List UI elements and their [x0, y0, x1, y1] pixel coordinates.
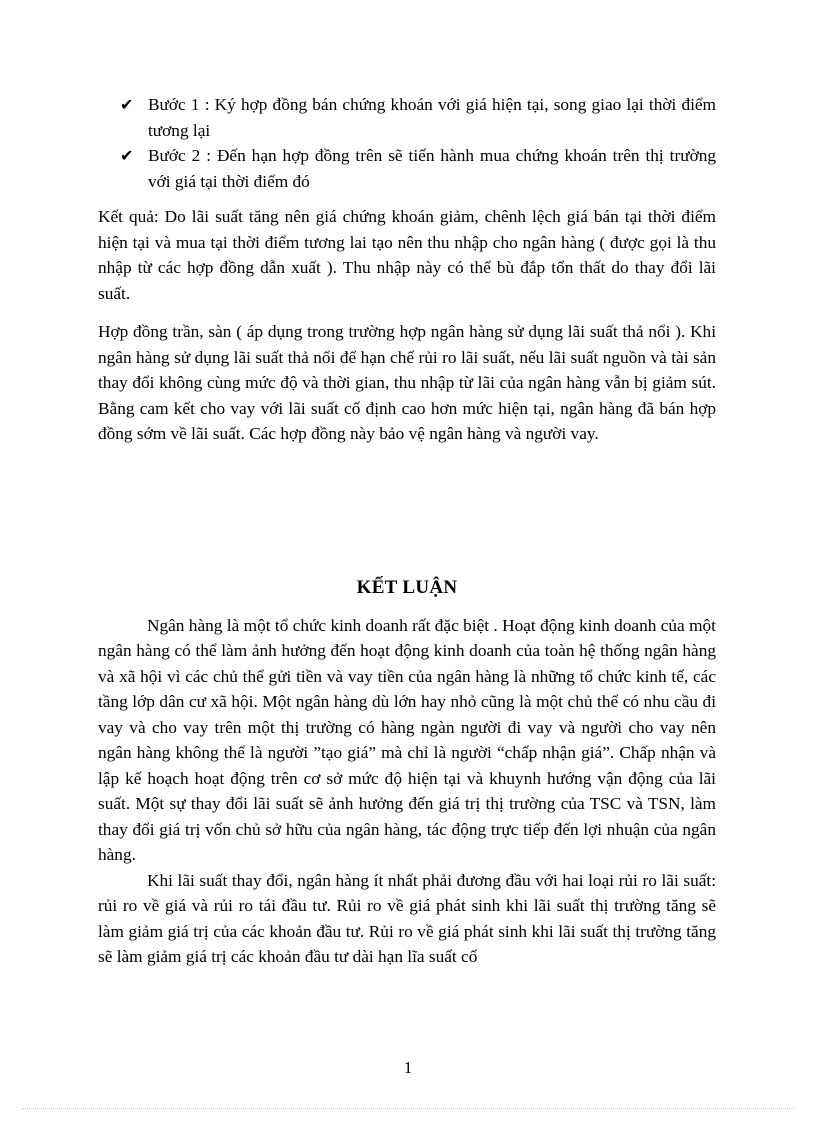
conclusion-paragraph-2: Khi lãi suất thay đổi, ngân hàng ít nhất phải đương đầu với hai loại rủi ro lãi suất: rủi ro về giá và rủi ro tái đầu tư. Rủi ro về giá phát sinh khi lãi suất thị trường tăng sẽ làm giảm giá trị của các khoản đầu tư. Rủi ro về giá phát sinh khi lãi suất thị trường tăng sẽ làm giảm giá trị các khoản đầu tư dài hạn lĩa suất cố — [98, 870, 716, 966]
page-number: 1 — [403, 1058, 413, 1077]
step-text: Bước 1 : Ký hợp đồng bán chứng khoán với giá hiện tại, song giao lại thời điểm tương lại — [148, 95, 716, 140]
footer-divider — [22, 1108, 794, 1109]
list-item — [98, 143, 716, 194]
contracts-paragraph: Hợp đồng trần, sàn ( áp dụng trong trường hợp ngân hàng sử dụng lãi suất thả nổi ). Khi ngân hàng sử dụng lãi suất thả nổi để hạn chế rủi ro lãi suất, nếu lãi suất nguồn và tài sản thay đổi không cùng mức độ và thời gian, thu nhập từ lãi của ngân hàng vẫn bị giảm sút. Bằng cam kết cho vay với lãi suất cố định cao hơn mức hiện tại, ngân hàng đã bán hợp đồng sớm về lãi suất. Các hợp đồng này bảo vệ ngân hàng và người vay. — [98, 322, 716, 443]
page-content — [98, 92, 716, 970]
check-icon: ✔ — [120, 146, 134, 165]
section-title: KẾT LUẬN — [356, 576, 458, 598]
step-list — [98, 92, 716, 194]
conclusion-paragraph-1: Ngân hàng là một tổ chức kinh doanh rất đặc biệt . Hoạt động kinh doanh của một ngân hàng có thể làm ảnh hưởng đến hoạt động kinh doanh của toàn hệ thống ngân hàng và xã hội vì các chủ thể gửi tiền và vay tiền của ngân hàng là những tổ chức kinh tế, các tầng lớp dân cư xã hội. Một ngân hàng dù lớn hay nhỏ cũng là một chủ thể có nhu cầu đi vay và cho vay trên một thị trường có hàng ngàn người đi vay và người cho vay nên ngân hàng không thể là người ”tạo giá” mà chỉ là người “chấp nhận giá”. Chấp nhận và lập kế hoạch hoạt động trên cơ sở mức độ hiện tại và khuynh hướng vận động của lãi suất. Một sự thay đổi lãi suất sẽ ảnh hưởng đến giá trị thị trường của TSC và TSN, làm thay đổi giá trị vốn chủ sở hữu của ngân hàng, tác động trực tiếp đến lợi nhuận của ngân hàng. — [98, 615, 716, 864]
result-paragraph: Kết quả: Do lãi suất tăng nên giá chứng khoán giảm, chênh lệch giá bán tại thời điểm hiện tại và mua tại thời điểm tương lai tạo nên thu nhập cho ngân hàng ( được gọi là thu nhập từ các hợp đồng dẫn xuất ). Thu nhập này có thể bù đắp tổn thất do thay đổi lãi suất. — [98, 207, 716, 303]
step-text: Bước 2 : Đến hạn hợp đồng trên sẽ tiến hành mua chứng khoán trên thị trường với giá tại thời điểm đó — [148, 146, 716, 191]
check-icon: ✔ — [120, 95, 134, 114]
list-item — [98, 92, 716, 143]
